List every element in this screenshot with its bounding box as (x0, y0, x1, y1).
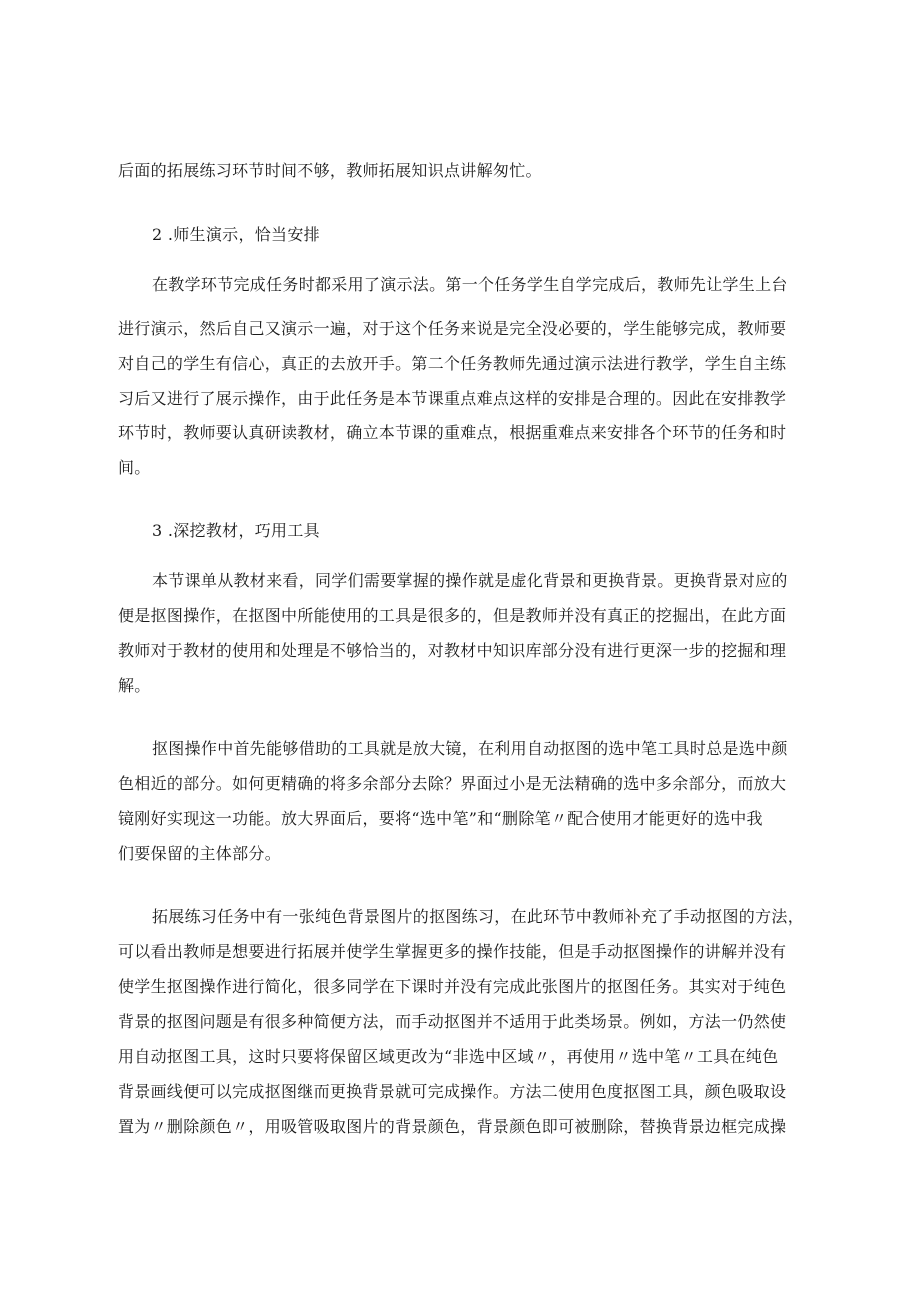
paragraph-line: 可以看出教师是想要进行拓展并使学生掌握更多的操作技能，但是手动抠图操作的讲解并没有 (118, 942, 787, 961)
paragraph-line: 使学生抠图操作进行简化，很多同学在下课时并没有完成此张图片的抠图任务。其实对于纯色 (118, 977, 787, 996)
paragraph-line: 教师对于教材的使用和处理是不够恰当的，对教材中知识库部分没有进行更深一步的挖掘和理 (118, 641, 787, 660)
paragraph-line: 抠图操作中首先能够借助的工具就是放大镜，在利用自动抠图的选中笔工具时总是选中颜 (152, 739, 788, 758)
paragraph-line: 间。 (118, 458, 151, 477)
paragraph-line: 置为〃删除颜色〃，用吸管吸取图片的背景颜色，背景颜色即可被删除，替换背景边框完成操 (118, 1117, 787, 1136)
paragraph-line: 拓展练习任务中有一张纯色背景图片的抠图练习，在此环节中教师补充了手动抠图的方法， (152, 907, 805, 926)
paragraph-line: 习后又进行了展示操作，由于此任务是本节课重点难点这样的安排是合理的。因此在安排教学 (118, 389, 787, 408)
paragraph-line: 背景画线便可以完成抠图继而更换背景就可完成操作。方法二使用色度抠图工具，颜色吸取设 (118, 1082, 787, 1101)
paragraph-line: 们要保留的主体部分。 (118, 844, 282, 863)
paragraph-line: 后面的拓展练习环节时间不够，教师拓展知识点讲解匆忙。 (118, 161, 542, 180)
paragraph-line: 镜刚好实现这一功能。放大界面后，要将“选中笔”和“删除笔〃配合使用才能更好的选中我 (118, 809, 763, 828)
paragraph-line: 环节时，教师要认真研读教材，确立本节课的重难点，根据重难点来安排各个环节的任务和时 (118, 423, 787, 442)
paragraph-line: 对自己的学生有信心，真正的去放开手。第二个任务教师先通过演示法进行教学，学生自主练 (118, 354, 787, 373)
paragraph-line: 色相近的部分。如何更精确的将多余部分去除？界面过小是无法精确的选中多余部分，而放大 (118, 774, 787, 793)
paragraph-line: 便是抠图操作，在抠图中所能使用的工具是很多的，但是教师并没有真正的挖掘出，在此方面 (118, 606, 787, 625)
section-heading: 3 .深挖教材，巧用工具 (152, 521, 320, 540)
paragraph-line: 用自动抠图工具，这时只要将保留区域更改为“非选中区域〃，再使用〃选中笔〃工具在纯色 (118, 1047, 779, 1066)
paragraph-line: 进行演示，然后自己又演示一遍，对于这个任务来说是完全没必要的，学生能够完成，教师要 (118, 319, 787, 338)
paragraph-line: 在教学环节完成任务时都采用了演示法。第一个任务学生自学完成后，教师先让学生上台 (152, 275, 788, 294)
paragraph-line: 背景的抠图问题是有很多种简便方法，而手动抠图并不适用于此类场景。例如，方法一仍然使 (118, 1012, 787, 1031)
section-heading: 2 .师生演示，恰当安排 (152, 225, 320, 244)
paragraph-line: 解。 (118, 676, 151, 695)
paragraph-line: 本节课单从教材来看，同学们需要掌握的操作就是虚化背景和更换背景。更换背景对应的 (152, 571, 788, 590)
